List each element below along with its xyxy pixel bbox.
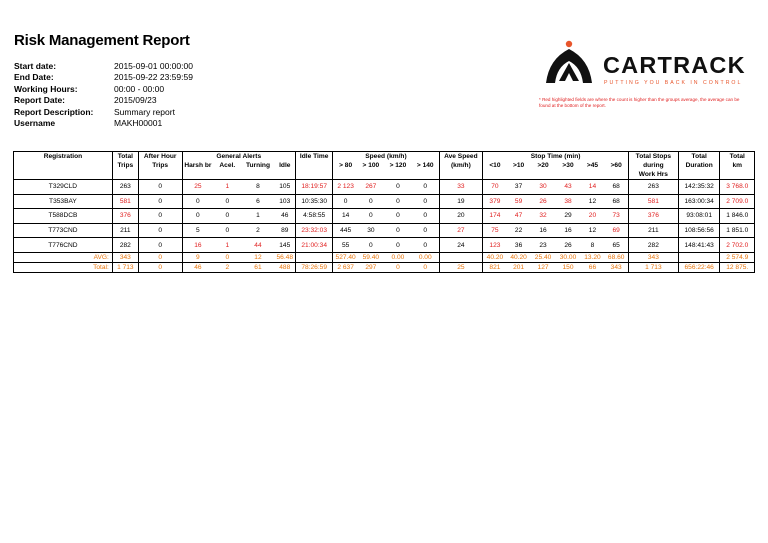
table-cell: 3 768.0 xyxy=(720,180,755,195)
table-cell: 0 xyxy=(412,223,439,238)
table-cell: 37 xyxy=(507,180,531,195)
table-cell: 30 xyxy=(531,180,556,195)
table-cell: 0 xyxy=(384,180,412,195)
table-cell: 21:00:34 xyxy=(295,238,332,253)
meta-start-date: Start date: 2015-09-01 00:00:00 xyxy=(14,61,193,71)
header-stop-gt30: >30 xyxy=(562,162,574,169)
table-cell: 14 xyxy=(333,209,358,224)
total-row-cell: 201 xyxy=(507,262,531,272)
table-row xyxy=(14,209,755,224)
table-row xyxy=(14,223,755,238)
registration-cell: T353BAY xyxy=(14,194,113,209)
header-total-duration: Total xyxy=(678,152,720,162)
table-cell: 0 xyxy=(138,180,182,195)
highlight-note: * Red highlighted fields are where the count is higher than the groups average, the average can be found at the bottom of the report. xyxy=(539,97,740,109)
total-row-cell: 78:26:59 xyxy=(295,262,332,272)
table-cell: 581 xyxy=(628,194,678,209)
table-cell: 16 xyxy=(531,223,556,238)
table-cell: 0 xyxy=(138,194,182,209)
total-row-cell: 2 637 xyxy=(333,262,358,272)
header-stop-gt45: >45 xyxy=(586,162,599,169)
table-cell: 148:41:43 xyxy=(678,238,720,253)
header-total-km-2: km xyxy=(720,161,755,170)
table-cell: 20 xyxy=(581,209,605,224)
table-cell: 0 xyxy=(358,238,384,253)
table-cell: 211 xyxy=(112,223,138,238)
table-cell: 376 xyxy=(628,209,678,224)
table-cell: 1 xyxy=(241,209,274,224)
avg-row-cell: 2 574.9 xyxy=(720,252,755,262)
table-cell: 4:58:55 xyxy=(295,209,332,224)
table-cell: 12 xyxy=(581,194,605,209)
header-after-hour-trips: After Hour xyxy=(138,152,182,162)
table-cell: 14 xyxy=(581,180,605,195)
table-cell: 0 xyxy=(213,194,241,209)
table-cell: 23 xyxy=(531,238,556,253)
header-stop-lt10: <10 xyxy=(483,161,507,170)
table-row xyxy=(14,180,755,195)
avg-row-cell: 40.20 xyxy=(483,252,507,262)
table-cell: 70 xyxy=(483,180,507,195)
avg-row-cell: 12 xyxy=(241,252,274,262)
table-cell: 0 xyxy=(213,223,241,238)
table-cell: 0 xyxy=(358,194,384,209)
table-cell: 29 xyxy=(556,209,581,224)
table-cell: 0 xyxy=(182,194,213,209)
table-cell: 0 xyxy=(384,209,412,224)
header-ave-speed-2: (km/h) xyxy=(439,161,483,170)
table-cell: 0 xyxy=(213,209,241,224)
table-cell: 0 xyxy=(333,194,358,209)
report-meta xyxy=(14,61,193,129)
header-total-duration-2: Duration xyxy=(678,161,720,170)
header-speed-80: > 80 xyxy=(333,161,358,170)
total-row-cell: 2 xyxy=(213,262,241,272)
avg-row-cell xyxy=(295,252,332,262)
total-row-cell: 25 xyxy=(439,262,483,272)
header-speed-100: > 100 xyxy=(362,162,380,169)
table-cell: 19 xyxy=(439,194,483,209)
header-stop-gt20: >20 xyxy=(537,162,549,169)
avg-row xyxy=(14,252,755,262)
avg-row-cell: 0 xyxy=(213,252,241,262)
table-cell: 6 xyxy=(241,194,274,209)
table-cell: 22 xyxy=(507,223,531,238)
avg-row-label: AVG: xyxy=(14,252,113,262)
logo-tagline: PUTTING YOU BACK IN CONTROL xyxy=(604,80,743,86)
table-cell: 103 xyxy=(275,194,296,209)
table-cell: 93:08:01 xyxy=(678,209,720,224)
table-cell: 12 xyxy=(581,223,605,238)
total-row-cell: 66 xyxy=(581,262,605,272)
table-cell: 0 xyxy=(412,209,439,224)
table-cell: 174 xyxy=(483,209,507,224)
table-cell: 2 702.0 xyxy=(720,238,755,253)
meta-working-hours: Working Hours: 00:00 - 00:00 xyxy=(14,83,165,94)
registration-cell: T776CND xyxy=(14,238,113,253)
avg-row-cell: 527.40 xyxy=(333,252,358,262)
table-cell: 0 xyxy=(182,209,213,224)
table-cell: 25 xyxy=(182,180,213,195)
table-cell: 123 xyxy=(483,238,507,253)
table-cell: 263 xyxy=(628,180,678,195)
table-cell: 26 xyxy=(531,194,556,209)
table-cell: 8 xyxy=(241,180,274,195)
meta-report-description: Report Description: Summary report xyxy=(14,106,175,117)
total-row-cell: 150 xyxy=(556,262,581,272)
header-harsh-br: Harsh br xyxy=(182,161,213,170)
total-row-cell: 12 875. xyxy=(720,262,755,272)
header-after-hour-trips-2: Trips xyxy=(138,161,182,170)
table-cell: 163:00:34 xyxy=(678,194,720,209)
table-cell: 211 xyxy=(628,223,678,238)
table-cell: 0 xyxy=(358,209,384,224)
table-cell: 23:32:03 xyxy=(295,223,332,238)
avg-row-cell: 0.00 xyxy=(412,252,439,262)
total-row-cell: 61 xyxy=(241,262,274,272)
table-cell: 376 xyxy=(112,209,138,224)
table-cell: 75 xyxy=(483,223,507,238)
total-row-label: Total: xyxy=(14,262,113,272)
table-cell: 10:35:30 xyxy=(295,194,332,209)
table-cell: 16 xyxy=(182,238,213,253)
header-stop-time: Stop Time (min) xyxy=(483,152,629,162)
table-cell: 1 851.0 xyxy=(720,223,755,238)
header-general-alerts: General Alerts xyxy=(182,152,295,162)
table-cell: 0 xyxy=(412,180,439,195)
table-cell: 267 xyxy=(358,180,384,195)
table-cell: 18:19:57 xyxy=(295,180,332,195)
avg-row-cell: 343 xyxy=(112,252,138,262)
table-cell: 65 xyxy=(604,238,628,253)
table-cell: 68 xyxy=(604,180,628,195)
table-cell: 0 xyxy=(384,238,412,253)
table-cell: 142:35:32 xyxy=(678,180,720,195)
header-stop-gt60: >60 xyxy=(610,162,622,169)
table-cell: 0 xyxy=(384,194,412,209)
table-cell: 2 xyxy=(241,223,274,238)
table-header xyxy=(14,152,755,180)
table-cell: 89 xyxy=(275,223,296,238)
avg-row-cell: 13.20 xyxy=(581,252,605,262)
header-total-trips-2: Trips xyxy=(112,161,138,170)
header-idle: Idle xyxy=(279,162,291,169)
avg-row-cell: 59.40 xyxy=(358,252,384,262)
avg-row-cell: 68.60 xyxy=(604,252,628,262)
total-row-cell: 821 xyxy=(483,262,507,272)
avg-row-cell: 56.48 xyxy=(275,252,296,262)
header-speed-120: > 120 xyxy=(389,162,407,169)
table-cell: 32 xyxy=(531,209,556,224)
table-cell: 2 709.0 xyxy=(720,194,755,209)
header-speed: Speed (km/h) xyxy=(333,152,439,162)
table-cell: 0 xyxy=(138,209,182,224)
table-cell: 47 xyxy=(507,209,531,224)
total-row-cell: 297 xyxy=(358,262,384,272)
table-cell: 282 xyxy=(112,238,138,253)
avg-row-cell: 0 xyxy=(138,252,182,262)
total-row-cell: 1 713 xyxy=(628,262,678,272)
header-ave-speed: Ave Speed xyxy=(439,152,483,162)
table-cell: 20 xyxy=(439,209,483,224)
registration-cell: T329CLD xyxy=(14,180,113,195)
table-cell: 581 xyxy=(112,194,138,209)
table-cell: 16 xyxy=(556,223,581,238)
table-cell: 108:56:56 xyxy=(678,223,720,238)
header-total-km: Total xyxy=(720,152,755,162)
avg-row-cell xyxy=(439,252,483,262)
header-total-stops-3: Work Hrs xyxy=(628,170,678,180)
table-body xyxy=(14,180,755,273)
table-cell: 44 xyxy=(241,238,274,253)
cartrack-logo-icon xyxy=(541,39,597,89)
registration-cell: T588DCB xyxy=(14,209,113,224)
total-row-cell: 1 713 xyxy=(112,262,138,272)
table-cell: 282 xyxy=(628,238,678,253)
total-row-cell: 656:22:46 xyxy=(678,262,720,272)
header-total-trips: Total xyxy=(112,152,138,162)
table-cell: 1 xyxy=(213,238,241,253)
meta-report-date: Report Date: 2015/09/23 xyxy=(14,95,157,106)
avg-row-cell: 0.00 xyxy=(384,252,412,262)
meta-end-date: End Date: 2015-09-22 23:59:59 xyxy=(14,72,193,83)
table-cell: 73 xyxy=(604,209,628,224)
table-cell: 1 xyxy=(213,180,241,195)
table-cell: 2 123 xyxy=(333,180,358,195)
table-cell: 0 xyxy=(384,223,412,238)
table-cell: 263 xyxy=(112,180,138,195)
table-cell: 5 xyxy=(182,223,213,238)
avg-row-cell: 30.00 xyxy=(556,252,581,262)
total-row-cell: 343 xyxy=(604,262,628,272)
table-row xyxy=(14,238,755,253)
table-cell: 38 xyxy=(556,194,581,209)
avg-row-cell: 343 xyxy=(628,252,678,262)
table-cell: 0 xyxy=(412,238,439,253)
table-cell: 55 xyxy=(333,238,358,253)
avg-row-cell xyxy=(678,252,720,262)
table-cell: 46 xyxy=(275,209,296,224)
table-cell: 445 xyxy=(333,223,358,238)
header-acel: Acel. xyxy=(219,162,236,169)
logo-wordmark: CARTRACK xyxy=(603,52,746,78)
table-cell: 105 xyxy=(275,180,296,195)
table-cell: 1 846.0 xyxy=(720,209,755,224)
total-row-cell: 0 xyxy=(412,262,439,272)
table-cell: 68 xyxy=(604,194,628,209)
avg-row-cell: 40.20 xyxy=(507,252,531,262)
avg-row-cell: 9 xyxy=(182,252,213,262)
header-total-stops: Total Stops xyxy=(628,152,678,162)
table-cell: 27 xyxy=(439,223,483,238)
table-cell: 33 xyxy=(439,180,483,195)
total-row-cell: 0 xyxy=(138,262,182,272)
table-cell: 145 xyxy=(275,238,296,253)
table-cell: 43 xyxy=(556,180,581,195)
table-cell: 379 xyxy=(483,194,507,209)
table-cell: 59 xyxy=(507,194,531,209)
cartrack-logo xyxy=(541,37,756,93)
table-cell: 36 xyxy=(507,238,531,253)
avg-row-cell: 25.40 xyxy=(531,252,556,262)
table-cell: 24 xyxy=(439,238,483,253)
registration-cell: T773CND xyxy=(14,223,113,238)
header-speed-140: > 140 xyxy=(416,162,434,169)
table-cell: 0 xyxy=(138,238,182,253)
header-stop-gt10: >10 xyxy=(513,162,525,169)
total-row-cell: 0 xyxy=(384,262,412,272)
total-row xyxy=(14,262,755,272)
total-row-cell: 488 xyxy=(275,262,296,272)
risk-report-table xyxy=(13,151,755,273)
report-title: Risk Management Report xyxy=(14,32,190,49)
table-cell: 30 xyxy=(358,223,384,238)
total-row-cell: 46 xyxy=(182,262,213,272)
meta-username: Username MAKH00001 xyxy=(14,118,163,129)
header-turning: Turning xyxy=(245,162,270,169)
table-cell: 26 xyxy=(556,238,581,253)
table-cell: 69 xyxy=(604,223,628,238)
table-cell: 0 xyxy=(412,194,439,209)
header-idle-time: Idle Time xyxy=(295,152,332,162)
table-cell: 8 xyxy=(581,238,605,253)
total-row-cell: 127 xyxy=(531,262,556,272)
header-total-stops-2: during xyxy=(628,161,678,170)
table-row xyxy=(14,194,755,209)
header-registration: Registration xyxy=(43,153,83,160)
table-cell: 0 xyxy=(138,223,182,238)
